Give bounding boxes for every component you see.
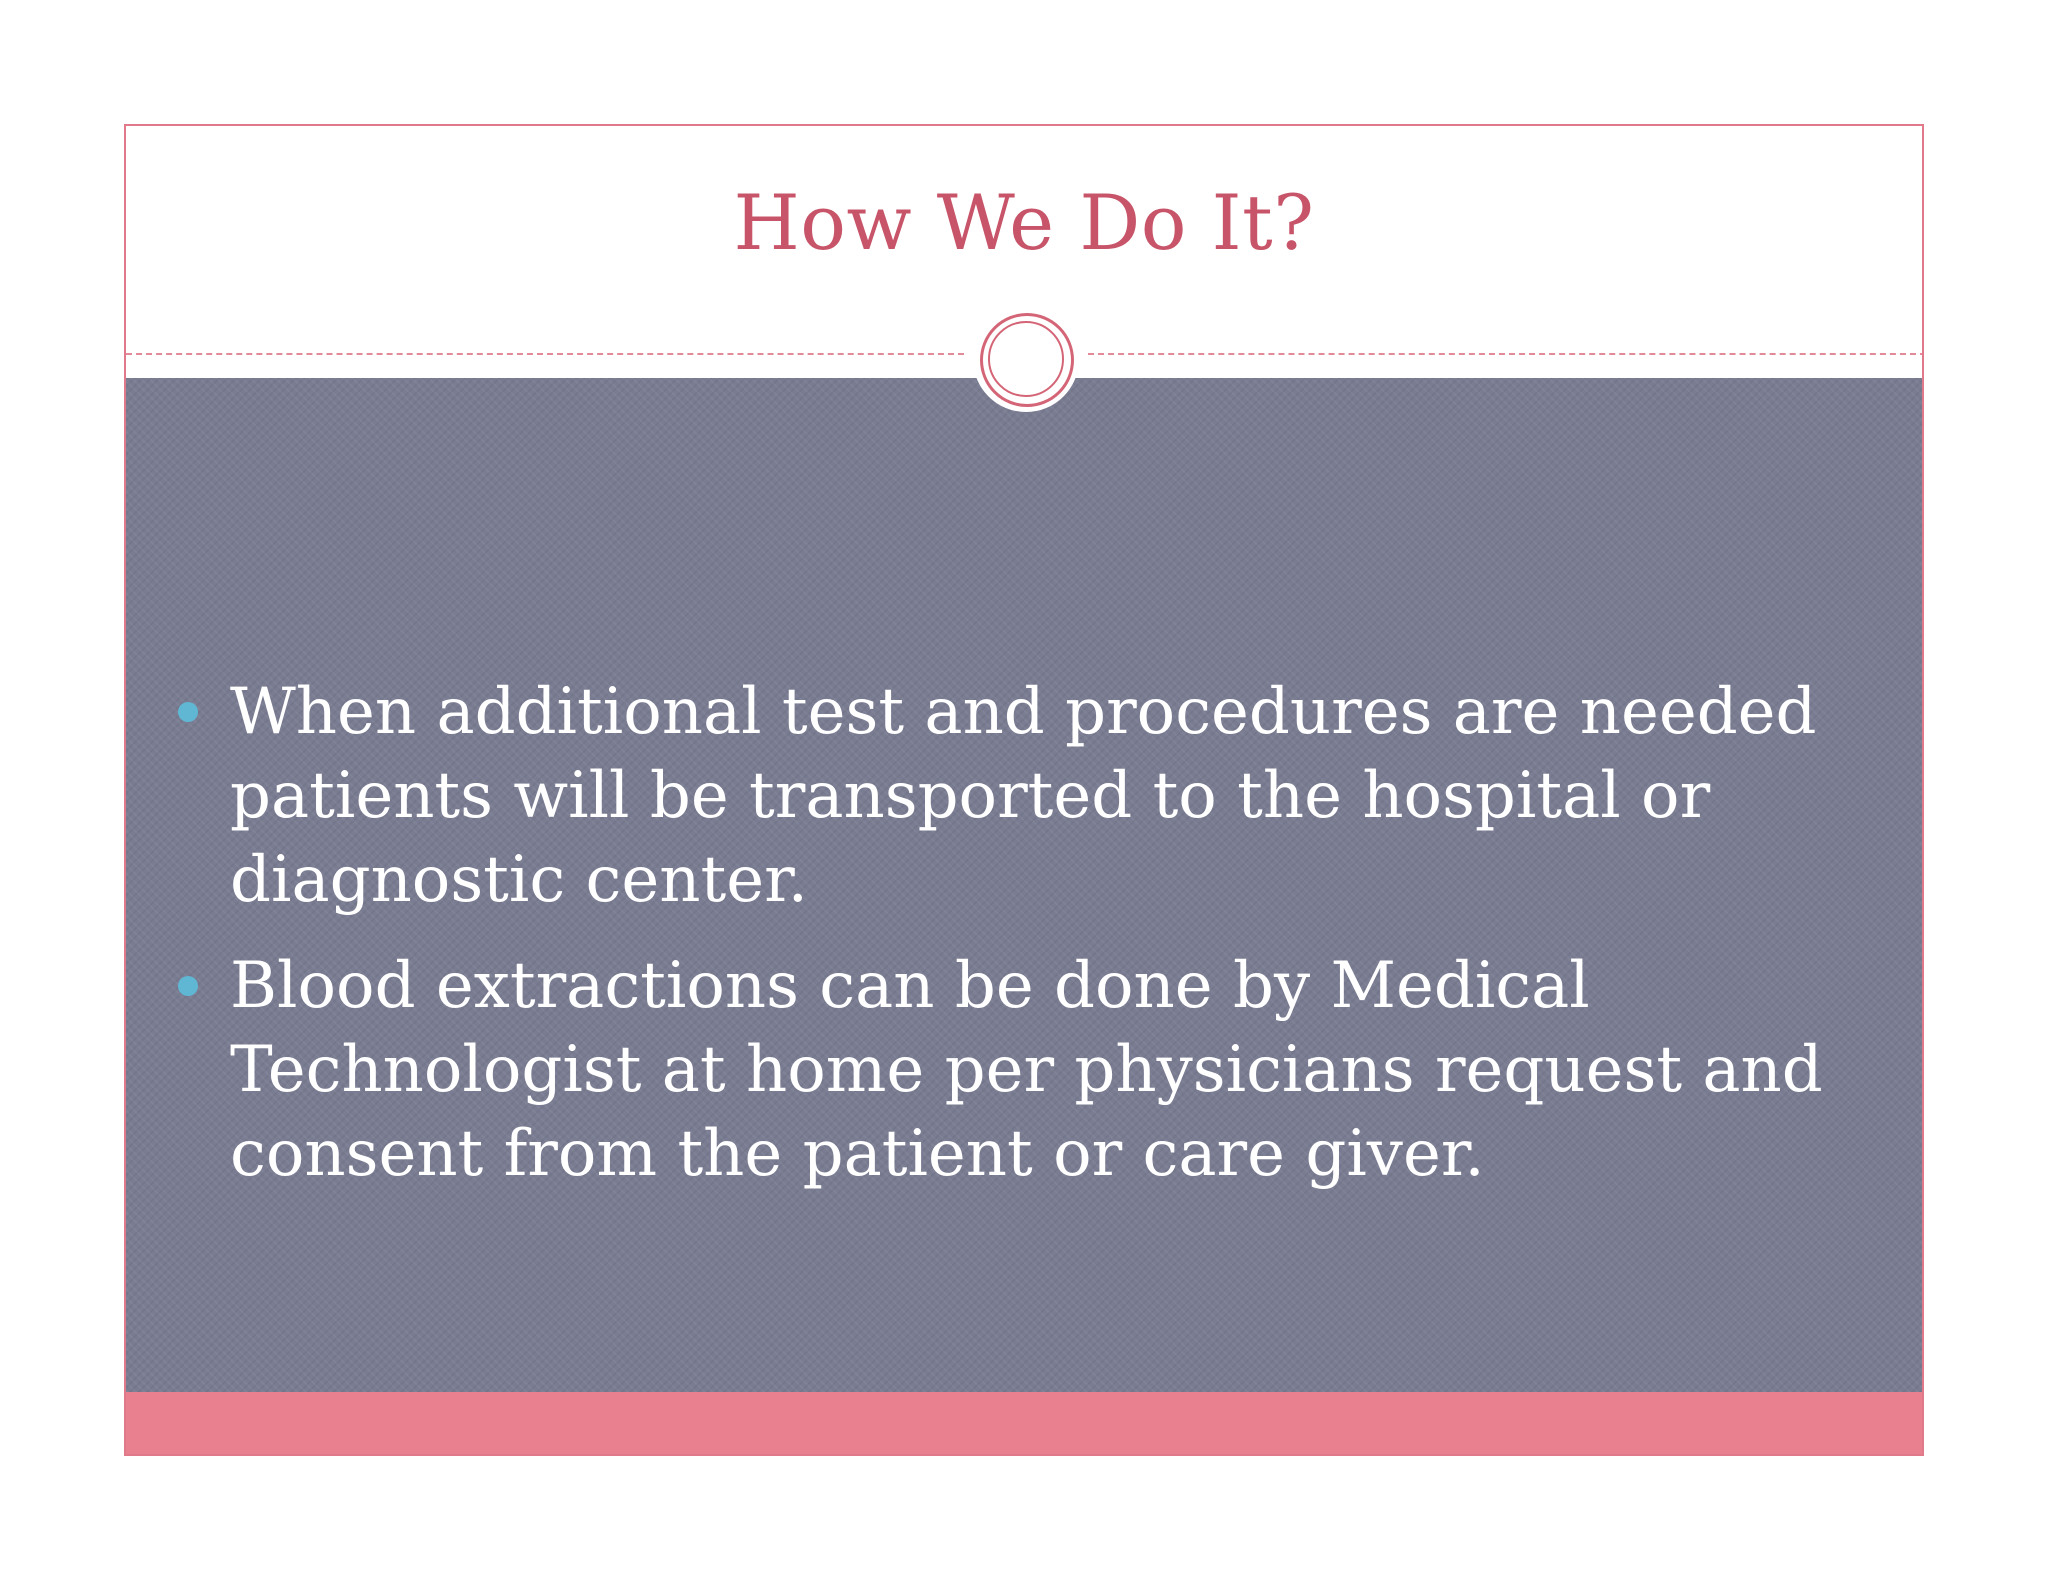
ornament-inner-ring	[988, 321, 1064, 397]
bullet-item	[126, 944, 1922, 1196]
footer-band	[126, 1392, 1922, 1456]
bullet-dot-icon	[178, 976, 198, 996]
header-divider-left	[126, 353, 964, 355]
double-ring-circle-icon	[973, 306, 1079, 412]
ornament-outer-ring	[980, 313, 1074, 407]
bullet-dot-icon	[178, 702, 198, 722]
bullet-text: Blood extractions can be done by Medical Technologist at home per physicians request and consent from the patient or care giver.	[230, 949, 1823, 1191]
bullet-list	[126, 670, 1922, 1218]
slide	[124, 124, 1924, 1456]
bullet-text: When additional test and procedures are needed patients will be transported to the hospital or diagnostic center.	[230, 675, 1817, 917]
content-panel	[126, 378, 1922, 1392]
header-divider-right	[1088, 353, 1924, 355]
slide-title: How We Do It?	[733, 178, 1315, 267]
bullet-item	[126, 670, 1922, 922]
